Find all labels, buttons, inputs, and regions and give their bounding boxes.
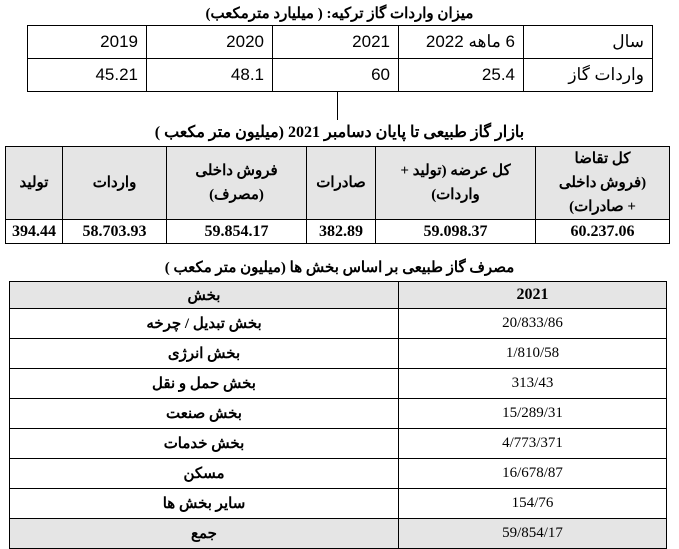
year-cell: 6 ماهه 2022 (399, 26, 524, 59)
connector-line (337, 92, 338, 120)
header-row (6, 147, 670, 220)
sector-table (9, 281, 667, 549)
table-row (10, 339, 667, 369)
market-table (5, 146, 670, 244)
sector-cell: مسکن (10, 459, 399, 489)
value-cell: 60 (273, 59, 399, 92)
sector-cell: سایر بخش ها (10, 489, 399, 519)
table-row (10, 489, 667, 519)
value-cell: 4/773/371 (399, 429, 667, 459)
imports-row (28, 59, 653, 92)
value-cell: 1/810/58 (399, 339, 667, 369)
header-cell: صادرات (307, 147, 376, 220)
value-cell: 59.854.17 (167, 220, 307, 244)
table-row (10, 399, 667, 429)
header-sector: بخش (10, 282, 399, 309)
row-label-imports: واردات گاز (524, 59, 653, 92)
value-row (6, 220, 670, 244)
imports-table-title: میزان واردات گاز ترکیه: ( میلیارد مترمکعب) (205, 6, 474, 22)
total-value: 59/854/17 (399, 519, 667, 549)
value-cell: 154/76 (399, 489, 667, 519)
market-table-title: بازار گاز طبیعی تا پایان دسامبر 2021 (میلیون متر مکعب ) (154, 124, 525, 141)
value-cell: 60.237.06 (536, 220, 670, 244)
sector-cell: بخش انرژی (10, 339, 399, 369)
value-cell: 16/678/87 (399, 459, 667, 489)
value-cell: 15/289/31 (399, 399, 667, 429)
value-cell: 20/833/86 (399, 309, 667, 339)
header-cell: فروش داخلی (مصرف) (167, 147, 307, 220)
sector-cell: بخش صنعت (10, 399, 399, 429)
value-cell: 48.1 (147, 59, 273, 92)
table-row (10, 309, 667, 339)
sector-table-title: مصرف گاز طبیعی بر اساس بخش ها (میلیون متر مکعب ) (164, 260, 515, 276)
table-row (10, 369, 667, 399)
header-cell: کل تقاضا (فروش داخلی + صادرات) (536, 147, 670, 220)
sector-cell: بخش تبدیل / چرخه (10, 309, 399, 339)
value-cell: 25.4 (399, 59, 524, 92)
header-cell: واردات (63, 147, 167, 220)
value-cell: 382.89 (307, 220, 376, 244)
header-cell: کل عرضه (تولید + واردات) (376, 147, 536, 220)
row-label-year: سال (524, 26, 653, 59)
imports-table (27, 25, 653, 92)
header-year: 2021 (399, 282, 667, 309)
sector-cell: بخش خدمات (10, 429, 399, 459)
year-cell: 2020 (147, 26, 273, 59)
year-row (28, 26, 653, 59)
year-cell: 2019 (28, 26, 147, 59)
sector-cell: بخش حمل و نقل (10, 369, 399, 399)
table-row (10, 459, 667, 489)
value-cell: 45.21 (28, 59, 147, 92)
year-cell: 2021 (273, 26, 399, 59)
value-cell: 313/43 (399, 369, 667, 399)
value-cell: 59.098.37 (376, 220, 536, 244)
total-row (10, 519, 667, 549)
value-cell: 58.703.93 (63, 220, 167, 244)
table-row (10, 429, 667, 459)
total-label: جمع (10, 519, 399, 549)
header-row (10, 282, 667, 309)
header-cell: تولید (6, 147, 63, 220)
value-cell: 394.44 (6, 220, 63, 244)
